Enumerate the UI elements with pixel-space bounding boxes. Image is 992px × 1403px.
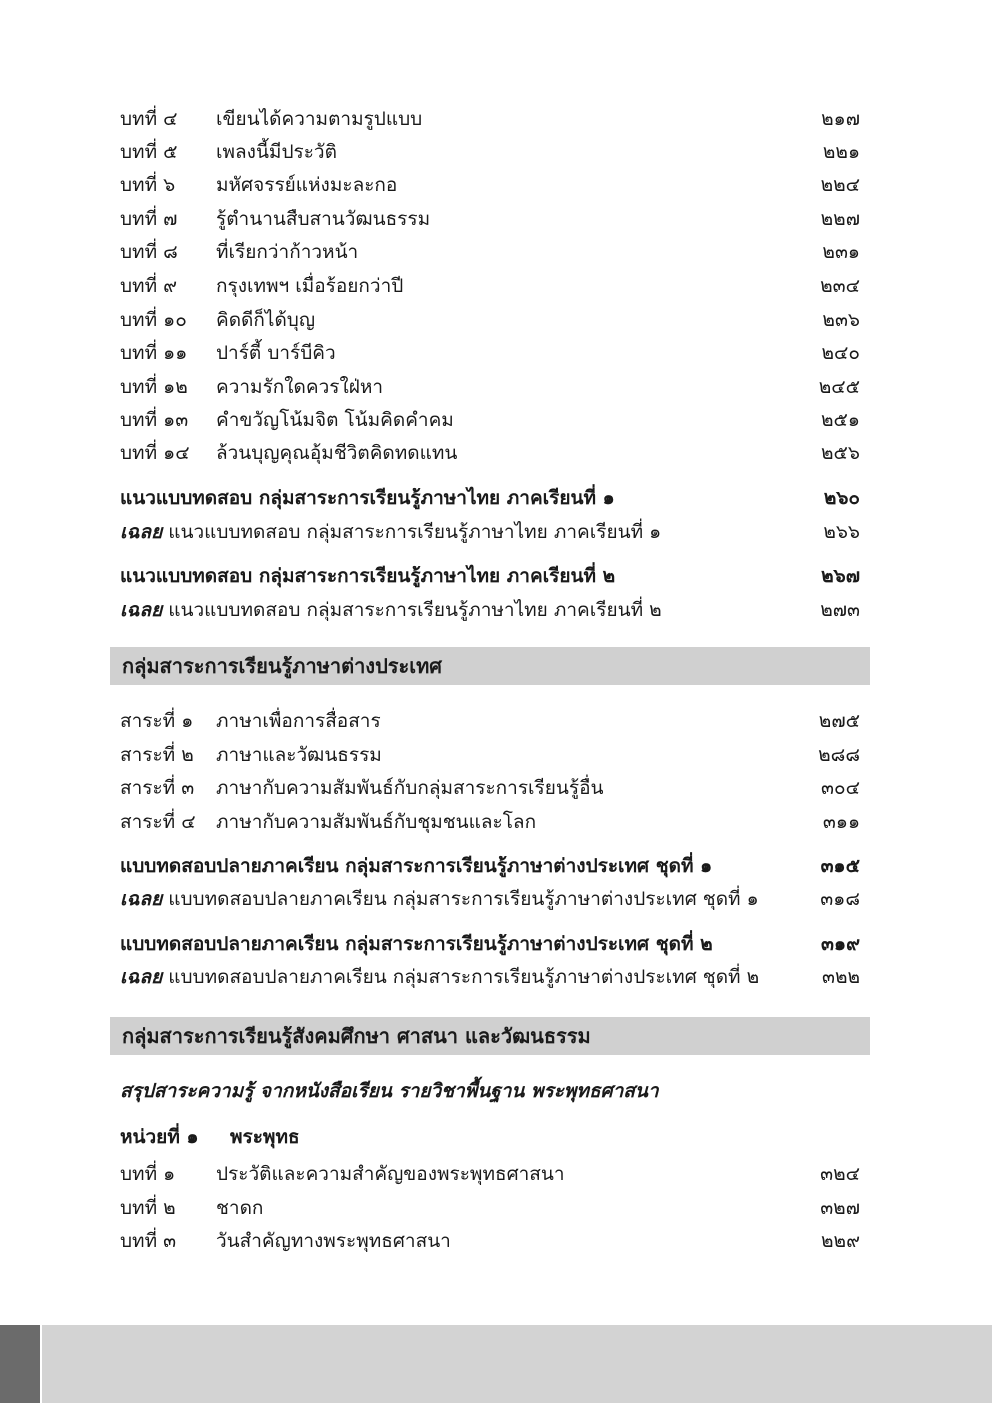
page-number: ๒๒๔ (820, 174, 860, 196)
test-title: แนวแบบทดสอบ กลุ่มสาระการเรียนรู้ภาษาไทย ภาคเรียนที่ ๒ (168, 599, 662, 621)
strand-title: ภาษากับความสัมพันธ์กับกลุ่มสาระการเรียนรู้อื่น (216, 777, 604, 799)
page-number: ๓๒๔ (820, 1163, 860, 1185)
page-number: ๒๗๓ (820, 599, 860, 621)
toc-row[interactable] (120, 1159, 860, 1189)
lesson-title: คิดดีก็ได้บุญ (216, 309, 316, 331)
page-number: ๒๑๗ (821, 108, 860, 130)
toc-row[interactable] (120, 104, 860, 134)
test-title: แนวแบบทดสอบ กลุ่มสาระการเรียนรู้ภาษาไทย ภาคเรียนที่ ๑ (168, 521, 662, 543)
lesson-title: ความรักใดควรใฝ่หา (216, 376, 384, 398)
page-number: ๒๒๗ (820, 208, 860, 230)
section-heading: กลุ่มสาระการเรียนรู้สังคมศึกษา ศาสนา และวัฒนธรรม (110, 1017, 870, 1055)
test-title: แนวแบบทดสอบ กลุ่มสาระการเรียนรู้ภาษาไทย ภาคเรียนที่ ๑ (120, 487, 615, 509)
page-number: ๒๖๖ (823, 521, 860, 543)
page-number: ๓๒๒ (821, 966, 860, 988)
page-number: ๓๑๙ (821, 933, 860, 955)
test-row[interactable] (120, 483, 860, 513)
footer-tab (0, 1325, 40, 1403)
lesson-label: บทที่ ๙ (120, 275, 178, 297)
page-number: ๒๒๙ (821, 1230, 860, 1252)
toc-row[interactable] (120, 237, 860, 267)
toc-row[interactable] (120, 338, 860, 368)
lesson-title: เพลงนี้มีประวัติ (216, 141, 337, 163)
lesson-title: มหัศจรรย์แห่งมะละกอ (216, 174, 398, 196)
toc-row[interactable] (120, 706, 860, 736)
answer-row[interactable] (120, 595, 860, 625)
answer-prefix: เฉลย (120, 966, 163, 988)
toc-row[interactable] (120, 405, 860, 435)
lesson-label: บทที่ ๔ (120, 108, 178, 130)
strand-title: ภาษาและวัฒนธรรม (216, 744, 382, 766)
lesson-title: คำขวัญโน้มจิต โน้มคิดคำคม (216, 409, 454, 431)
lesson-label: บทที่ ๘ (120, 241, 178, 263)
page-number: ๒๒๑ (822, 141, 860, 163)
page-number: ๒๘๘ (818, 744, 860, 766)
page-number: ๓๑๕ (820, 855, 860, 877)
lesson-title: ที่เรียกว่าก้าวหน้า (216, 241, 359, 263)
lesson-label: บทที่ ๒ (120, 1197, 176, 1219)
page-number: ๓๑๘ (820, 888, 860, 910)
page-number: ๒๖๐ (823, 487, 860, 509)
answer-row[interactable] (120, 517, 860, 547)
test-row[interactable] (120, 561, 860, 591)
toc-row[interactable] (120, 170, 860, 200)
unit-heading (120, 1122, 300, 1152)
lesson-title: วันสำคัญทางพระพุทธศาสนา (216, 1230, 451, 1252)
toc-row[interactable] (120, 137, 860, 167)
toc-row[interactable] (120, 204, 860, 234)
lesson-label: บทที่ ๑๔ (120, 442, 190, 464)
test-title: แบบทดสอบปลายภาคเรียน กลุ่มสาระการเรียนรู้ภาษาต่างประเทศ ชุดที่ ๒ (168, 966, 760, 988)
lesson-label: บทที่ ๗ (120, 208, 178, 230)
answer-prefix: เฉลย (120, 521, 163, 543)
strand-label: สาระที่ ๒ (120, 744, 194, 766)
unit-title: พระพุทธ (230, 1126, 300, 1148)
test-title: แนวแบบทดสอบ กลุ่มสาระการเรียนรู้ภาษาไทย ภาคเรียนที่ ๒ (120, 565, 616, 587)
answer-row[interactable] (120, 884, 860, 914)
page-number: ๒๔๕ (818, 376, 860, 398)
page-number: ๒๕๑ (821, 409, 860, 431)
test-title: แบบทดสอบปลายภาคเรียน กลุ่มสาระการเรียนรู้ภาษาต่างประเทศ ชุดที่ ๑ (120, 855, 713, 877)
lesson-title: รู้ตำนานสืบสานวัฒนธรรม (216, 208, 431, 230)
answer-prefix: เฉลย (120, 888, 163, 910)
lesson-label: บทที่ ๑๑ (120, 342, 188, 364)
strand-label: สาระที่ ๔ (120, 811, 196, 833)
lesson-label: บทที่ ๕ (120, 141, 178, 163)
page-number: ๒๔๐ (821, 342, 860, 364)
strand-label: สาระที่ ๓ (120, 777, 195, 799)
toc-row[interactable] (120, 438, 860, 468)
page-number: ๒๕๖ (821, 442, 860, 464)
page-number: ๒๓๖ (822, 309, 860, 331)
lesson-label: บทที่ ๑๒ (120, 376, 188, 398)
lesson-title: ล้วนบุญคุณอุ้มชีวิตคิดทดแทน (216, 442, 458, 464)
lesson-title: ชาดก (216, 1197, 264, 1219)
page-number: ๓๐๔ (821, 777, 860, 799)
lesson-title: เขียนได้ความตามรูปแบบ (216, 108, 423, 130)
page-number: ๓๑๑ (822, 811, 860, 833)
page-number: ๒๓๔ (820, 275, 860, 297)
toc-row[interactable] (120, 740, 860, 770)
answer-prefix: เฉลย (120, 599, 163, 621)
page-number: ๓๒๗ (820, 1197, 860, 1219)
lesson-label: บทที่ ๑๐ (120, 309, 187, 331)
answer-row[interactable] (120, 962, 860, 992)
lesson-title: ประวัติและความสำคัญของพระพุทธศาสนา (216, 1163, 565, 1185)
lesson-label: บทที่ ๓ (120, 1230, 177, 1252)
test-row[interactable] (120, 851, 860, 881)
toc-row[interactable] (120, 773, 860, 803)
toc-row[interactable] (120, 305, 860, 335)
footer-bar (42, 1325, 992, 1403)
test-row[interactable] (120, 929, 860, 959)
test-title: แบบทดสอบปลายภาคเรียน กลุ่มสาระการเรียนรู้ภาษาต่างประเทศ ชุดที่ ๒ (120, 933, 713, 955)
section-heading: กลุ่มสาระการเรียนรู้ภาษาต่างประเทศ (110, 647, 870, 685)
page-number: ๒๖๗ (821, 565, 860, 587)
page-number: ๒๗๕ (818, 710, 860, 732)
unit-label: หน่วยที่ ๑ (120, 1126, 199, 1148)
toc-row[interactable] (120, 1226, 860, 1256)
lesson-label: บทที่ ๑ (120, 1163, 176, 1185)
test-title: แบบทดสอบปลายภาคเรียน กลุ่มสาระการเรียนรู้ภาษาต่างประเทศ ชุดที่ ๑ (168, 888, 759, 910)
strand-label: สาระที่ ๑ (120, 710, 194, 732)
toc-row[interactable] (120, 271, 860, 301)
toc-row[interactable] (120, 807, 860, 837)
toc-row[interactable] (120, 1193, 860, 1223)
lesson-label: บทที่ ๑๓ (120, 409, 189, 431)
lesson-title: ปาร์ตี้ บาร์บีคิว (216, 342, 336, 364)
page-number: ๒๓๑ (822, 241, 860, 263)
toc-row[interactable] (120, 372, 860, 402)
summary-heading: สรุปสาระความรู้ จากหนังสือเรียน รายวิชาพื้นฐาน พระพุทธศาสนา (120, 1080, 659, 1102)
strand-title: ภาษากับความสัมพันธ์กับชุมชนและโลก (216, 811, 537, 833)
lesson-label: บทที่ ๖ (120, 174, 176, 196)
lesson-title: กรุงเทพฯ เมื่อร้อยกว่าปี (216, 275, 404, 297)
strand-title: ภาษาเพื่อการสื่อสาร (216, 710, 381, 732)
